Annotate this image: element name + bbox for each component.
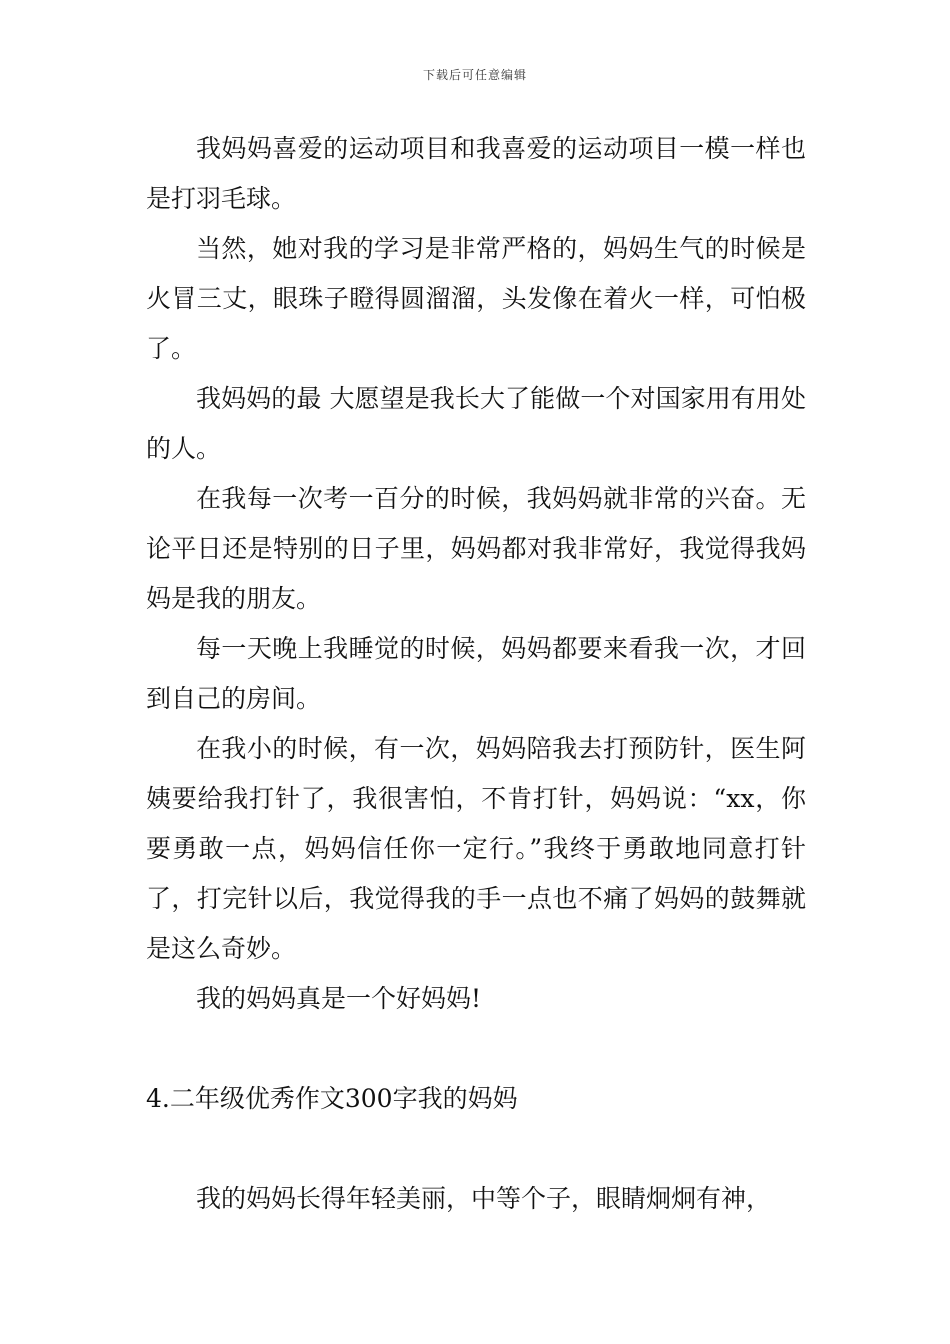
- paragraph-1: 我妈妈喜爱的运动项目和我喜爱的运动项目一模一样也是打羽毛球。: [146, 134, 806, 213]
- paragraph-3: 我妈妈的最 大愿望是我长大了能做一个对国家用有用处的人。: [146, 384, 806, 463]
- paragraph-7: 我的妈妈真是一个好妈妈!: [196, 984, 482, 1013]
- section-heading: 4.二年级优秀作文300字我的妈妈: [146, 1084, 518, 1113]
- paragraph-8: 我的妈妈长得年轻美丽，中等个子，眼睛炯炯有神，: [196, 1184, 772, 1213]
- page-header: 下载后可任意编辑: [422, 68, 527, 82]
- spacer: [146, 1024, 806, 1074]
- paragraph-2: 当然，她对我的学习是非常严格的，妈妈生气的时候是火冒三丈，眼珠子瞪得圆溜溜，头发像在着火一样，可怕极了。: [146, 234, 806, 363]
- paragraph-6: 在我小的时候，有一次，妈妈陪我去打预防针，医生阿姨要给我打针了，我很害怕，不肯打针，妈妈说：“xx，你要勇敢一点，妈妈信任你一定行。”我终于勇敢地同意打针了，打完针以后，我觉得我的手一点也不痛了妈妈的鼓舞就是这么奇妙。: [146, 734, 806, 963]
- paragraph-5: 每一天晚上我睡觉的时候，妈妈都要来看我一次，才回到自己的房间。: [146, 634, 806, 713]
- spacer: [146, 1124, 806, 1174]
- document-body: [146, 124, 806, 1224]
- paragraph-4: 在我每一次考一百分的时候，我妈妈就非常的兴奋。无论平日还是特别的日子里，妈妈都对我非常好，我觉得我妈妈是我的朋友。: [146, 484, 806, 613]
